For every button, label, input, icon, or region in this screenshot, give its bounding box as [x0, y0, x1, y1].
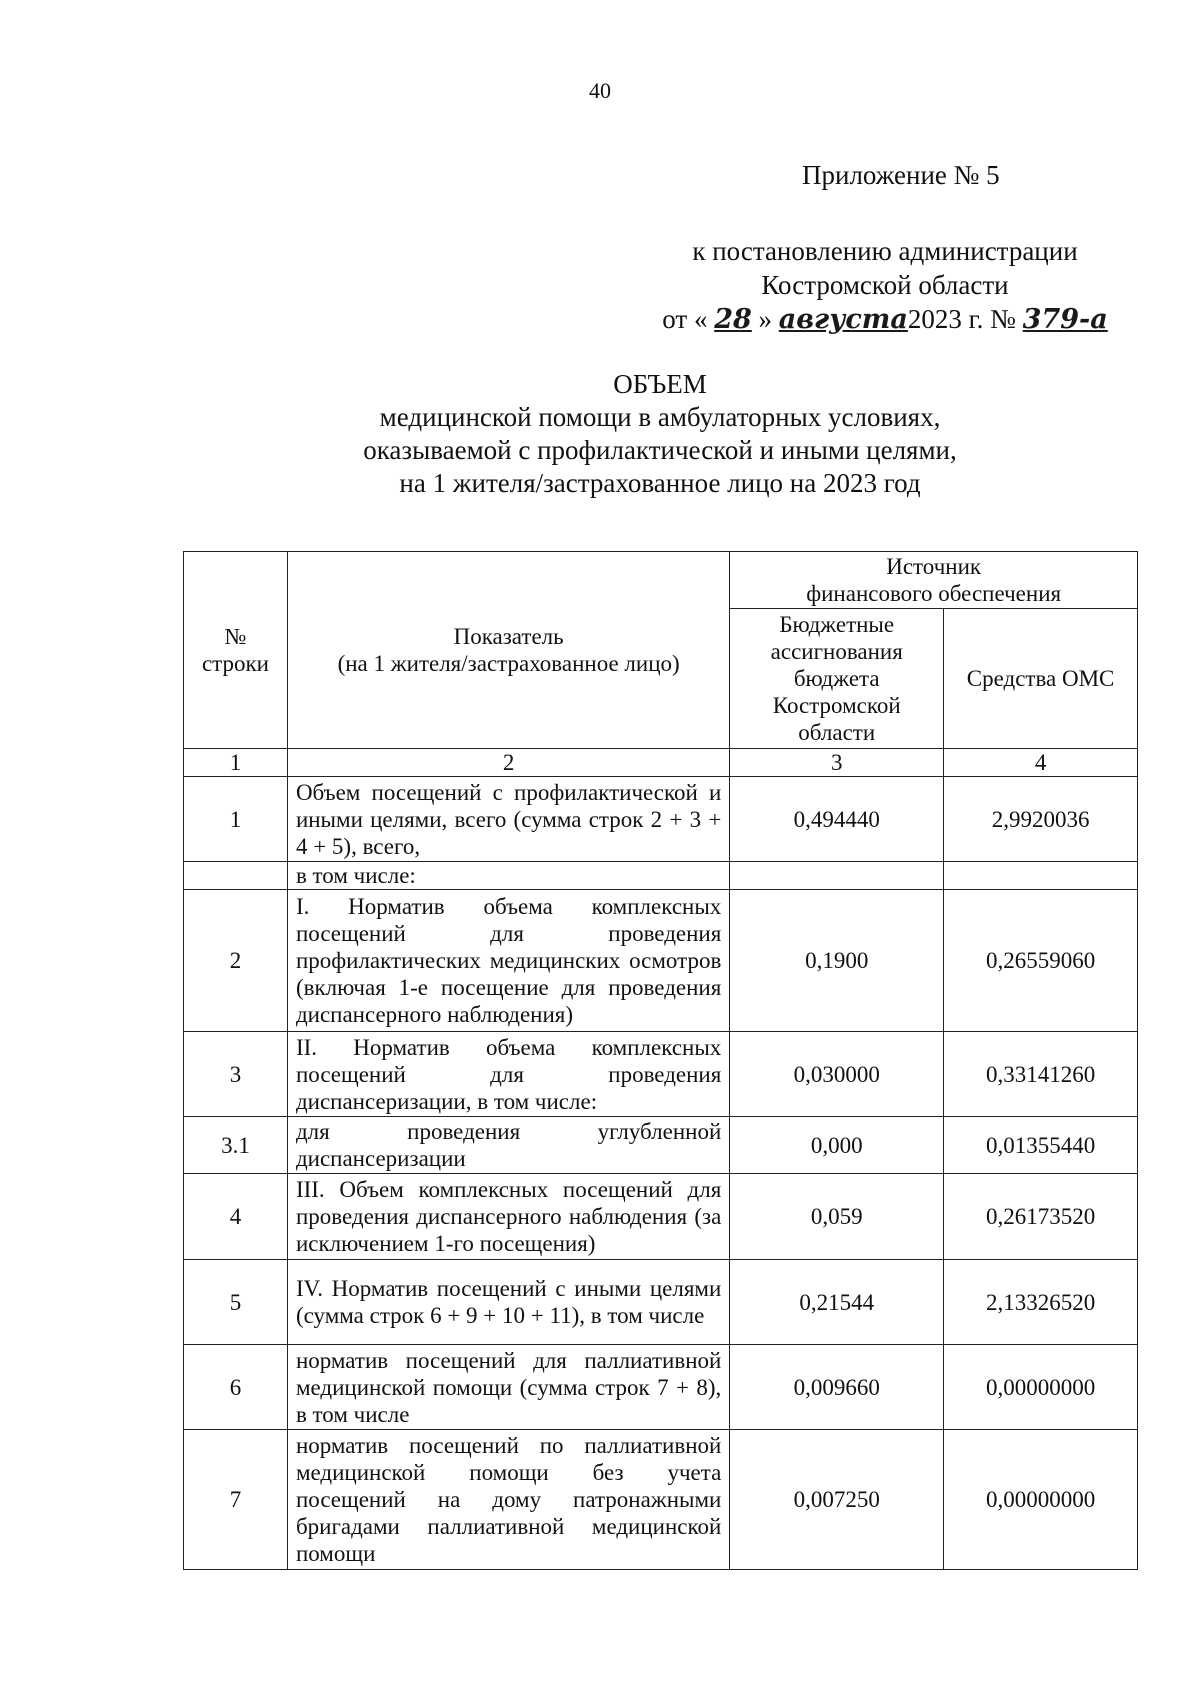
header-row-number-word: строки — [201, 651, 269, 676]
header-indicator-note: (на 1 жителя/застрахованное лицо) — [337, 651, 680, 676]
column-number: 1 — [184, 749, 288, 777]
row-indicator: II. Норматив объема комплексных посещений для проведения диспансеризации, в том числе: — [287, 1032, 729, 1117]
table-row — [184, 1345, 1138, 1430]
row-budget-value: 0,1900 — [730, 890, 944, 1032]
row-number: 4 — [184, 1174, 288, 1260]
row-oms-value: 0,01355440 — [944, 1117, 1138, 1174]
title-line-2: медицинской помощи в амбулаторных условиях, — [379, 402, 941, 432]
header-budget — [730, 609, 944, 749]
decree-month-handwritten: августа — [778, 304, 908, 335]
header-row-number — [184, 552, 288, 749]
table-row — [184, 1430, 1138, 1570]
row-number: 3 — [184, 1032, 288, 1117]
row-oms-value: 0,00000000 — [944, 1430, 1138, 1570]
row-oms-value: 2,13326520 — [944, 1260, 1138, 1345]
header-budget-line-2: ассигнования — [770, 639, 903, 664]
header-budget-line-4: Костромской — [772, 693, 901, 718]
row-indicator: норматив посещений для паллиативной медицинской помощи (сумма строк 7 + 8), в том числе — [287, 1345, 729, 1430]
row-oms-value: 2,9920036 — [944, 777, 1138, 862]
row-indicator: норматив посещений по паллиативной медицинской помощи без учета посещений на дому патронажными бригадами паллиативной медицинской помощи — [287, 1430, 729, 1570]
row-indicator: Объем посещений с профилактической и иными целями, всего (сумма строк 2 + 3 + 4 + 5), всего, — [287, 777, 729, 862]
table-row — [184, 777, 1138, 862]
row-number — [184, 862, 288, 890]
row-oms-value: 0,00000000 — [944, 1345, 1138, 1430]
column-number: 2 — [287, 749, 729, 777]
decree-date-line — [650, 302, 1120, 337]
decree-date-mid: » — [758, 304, 773, 334]
title-line-4: на 1 жителя/застрахованное лицо на 2023 год — [399, 468, 921, 498]
row-oms-value: 0,33141260 — [944, 1032, 1138, 1117]
header-budget-line-5: области — [798, 720, 876, 745]
decree-day-handwritten: 28 — [714, 304, 752, 335]
row-indicator: IV. Норматив посещений с иными целями (сумма строк 6 + 9 + 10 + 11), в том числе — [287, 1260, 729, 1345]
volume-table — [183, 551, 1138, 1570]
document-title — [300, 368, 1020, 500]
table-row — [184, 1174, 1138, 1260]
row-number: 5 — [184, 1260, 288, 1345]
row-budget-value: 0,000 — [730, 1117, 944, 1174]
row-number: 3.1 — [184, 1117, 288, 1174]
table-row — [184, 1117, 1138, 1174]
row-number: 2 — [184, 890, 288, 1032]
column-number: 3 — [730, 749, 944, 777]
row-budget-value: 0,007250 — [730, 1430, 944, 1570]
row-budget-value: 0,059 — [730, 1174, 944, 1260]
column-number: 4 — [944, 749, 1138, 777]
title-line-1: ОБЪЕМ — [613, 369, 707, 399]
table-row — [184, 1260, 1138, 1345]
row-number: 6 — [184, 1345, 288, 1430]
column-number-row — [184, 749, 1138, 777]
header-budget-line-3: бюджета — [793, 666, 880, 691]
decree-year: 2023 г. № — [907, 304, 1016, 334]
row-oms-value: 0,26173520 — [944, 1174, 1138, 1260]
table-row — [184, 862, 1138, 890]
decree-date-prefix: от « — [662, 304, 708, 334]
title-line-3: оказываемой с профилактической и иными целями, — [363, 435, 957, 465]
header-indicator — [287, 552, 729, 749]
header-row-number-sign: № — [224, 624, 247, 649]
decree-line-2: Костромской области — [761, 270, 1009, 300]
row-indicator: I. Норматив объема комплексных посещений для проведения профилактических медицинских осмотров (включая 1-е посещение для проведения диспансерного наблюдения) — [287, 890, 729, 1032]
table-row — [184, 1032, 1138, 1117]
row-oms-value: 0,26559060 — [944, 890, 1138, 1032]
row-budget-value: 0,009660 — [730, 1345, 944, 1430]
row-indicator: в том числе: — [287, 862, 729, 890]
row-budget-value — [730, 862, 944, 890]
appendix-label: Приложение № 5 — [802, 160, 1000, 190]
row-budget-value: 0,494440 — [730, 777, 944, 862]
row-oms-value — [944, 862, 1138, 890]
decree-reference — [650, 234, 1120, 337]
row-indicator: III. Объем комплексных посещений для проведения диспансерного наблюдения (за исключением 1-го посещения) — [287, 1174, 729, 1260]
table-row — [184, 890, 1138, 1032]
header-budget-line-1: Бюджетные — [779, 612, 895, 637]
row-number: 1 — [184, 777, 288, 862]
header-funding-source — [730, 552, 1138, 609]
header-oms: Средства ОМС — [944, 609, 1138, 749]
row-budget-value: 0,030000 — [730, 1032, 944, 1117]
header-indicator-title: Показатель — [453, 624, 564, 649]
header-row-1 — [184, 552, 1138, 609]
row-indicator: для проведения углубленной диспансеризации — [287, 1117, 729, 1174]
page-number: 40 — [589, 78, 611, 103]
row-number: 7 — [184, 1430, 288, 1570]
header-funding-source-line-1: Источник — [886, 554, 982, 579]
decree-line-1: к постановлению администрации — [692, 236, 1078, 266]
row-budget-value: 0,21544 — [730, 1260, 944, 1345]
decree-number-handwritten: 379-а — [1022, 304, 1108, 335]
header-funding-source-line-2: финансового обеспечения — [806, 581, 1062, 606]
